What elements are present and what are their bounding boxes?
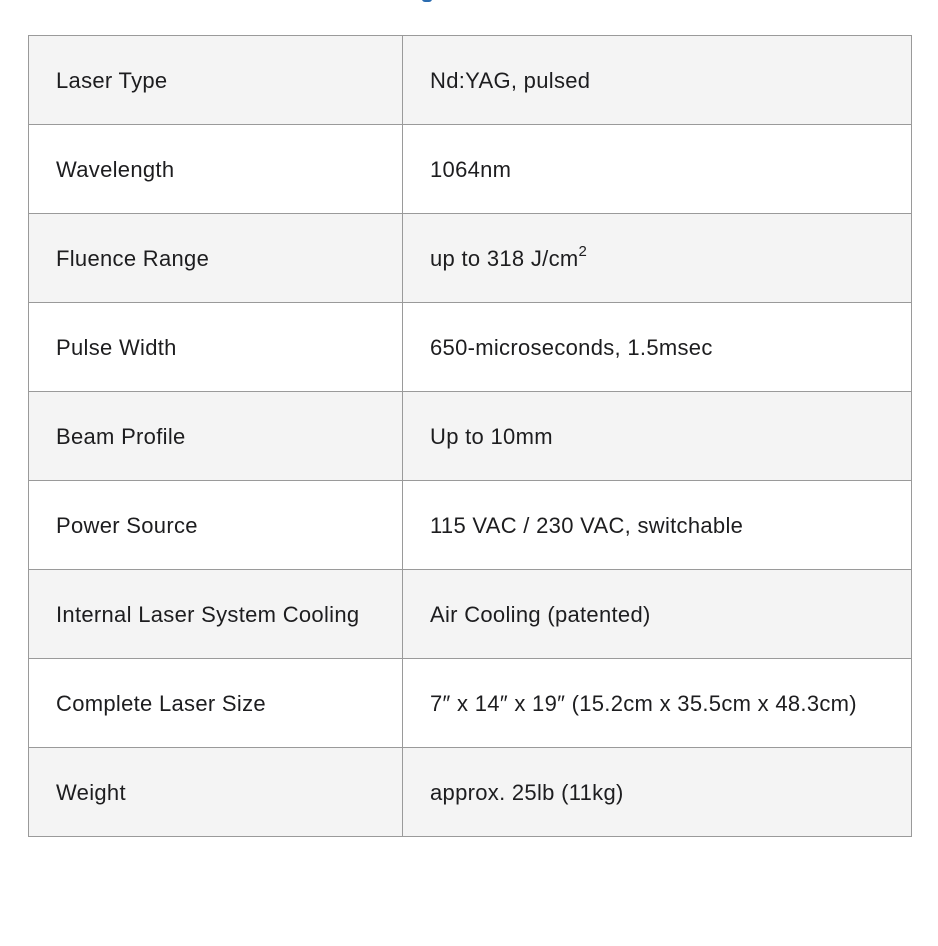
spec-value-cell [403, 214, 912, 303]
spec-label: Pulse Width [29, 303, 403, 392]
table-row [29, 36, 912, 125]
superscript-exponent: 2 [578, 242, 588, 260]
spec-label: Laser Type [29, 36, 403, 125]
spec-value: Air Cooling (patented) [403, 570, 912, 659]
spec-label: Wavelength [29, 125, 403, 214]
spec-label: Beam Profile [29, 392, 403, 481]
specifications-table [28, 35, 912, 837]
spec-label: Weight [29, 748, 403, 837]
spec-value: up to 318 J/cm [430, 246, 579, 271]
spec-value: 1064nm [403, 125, 912, 214]
table-row [29, 214, 912, 303]
spec-label: Complete Laser Size [29, 659, 403, 748]
spec-value: Nd:YAG, pulsed [403, 36, 912, 125]
spec-label: Fluence Range [29, 214, 403, 303]
spec-value: approx. 25lb (11kg) [403, 748, 912, 837]
table-row [29, 748, 912, 837]
table-row [29, 125, 912, 214]
table-row [29, 659, 912, 748]
spec-label: Internal Laser System Cooling [29, 570, 403, 659]
spec-value: 115 VAC / 230 VAC, switchable [403, 481, 912, 570]
top-cutoff-mark [422, 0, 432, 2]
table-row [29, 481, 912, 570]
spec-value: 650-microseconds, 1.5msec [403, 303, 912, 392]
table-row [29, 570, 912, 659]
spec-value: 7″ x 14″ x 19″ (15.2cm x 35.5cm x 48.3cm) [403, 659, 912, 748]
spec-label: Power Source [29, 481, 403, 570]
table-row [29, 392, 912, 481]
spec-value: Up to 10mm [403, 392, 912, 481]
table-row [29, 303, 912, 392]
